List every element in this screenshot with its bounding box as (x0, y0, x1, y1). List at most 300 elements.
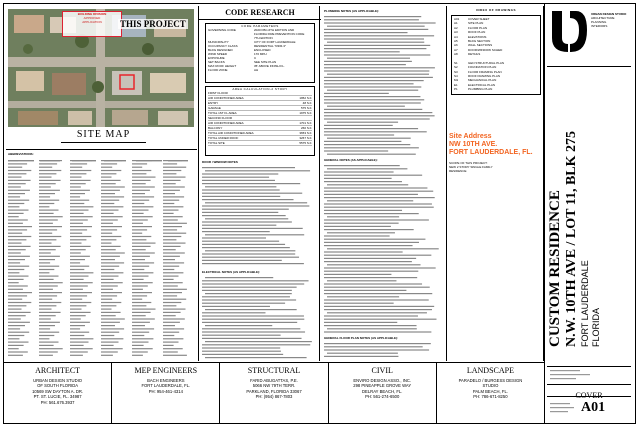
abbreviation-entry (101, 335, 114, 336)
abbreviation-entry (8, 342, 29, 343)
area-label: AIR CONDITIONED AREA (208, 121, 244, 125)
abbreviation-entry (163, 196, 184, 197)
abbreviation-entry (70, 348, 93, 349)
text-line (202, 287, 297, 288)
abbreviation-entry (163, 338, 183, 339)
abbreviation-entry (101, 216, 123, 217)
code-parameter-value: ENCLOSED (254, 48, 271, 52)
text-line (324, 64, 406, 65)
consultant-line: PT. ST. LUCIE, FL. 34987 (33, 394, 82, 400)
abbreviation-entry (8, 305, 26, 306)
area-label: SECOND FLOOR (208, 116, 233, 120)
abbreviation-entry (163, 170, 181, 171)
abbreviation-entry (132, 246, 151, 247)
consultant-line: OF SOUTH FLORIDA (37, 383, 79, 389)
text-line (202, 354, 283, 355)
abbreviation-entry (163, 243, 186, 244)
site-address-label: Site Address (449, 133, 492, 140)
abbreviation-entry (132, 332, 149, 333)
abbreviation-entry (132, 203, 144, 204)
project-address: N.W. 10TH AVE / LOT 11, BLK 275 (564, 130, 579, 347)
abbreviation-entry (101, 328, 124, 329)
abbreviation-entry (163, 262, 184, 263)
index-sheet-name: FOUNDATION PLAN (468, 65, 497, 70)
abbreviation-entry (132, 226, 152, 227)
abbreviation-entry (39, 342, 59, 343)
project-title-box (547, 66, 631, 366)
consultant-line: PH: 561.676.3937 (40, 399, 75, 405)
code-parameter-key: GOVERNING CODE (208, 28, 236, 32)
text-line (324, 128, 418, 129)
text-line (202, 177, 269, 178)
studio-logo (549, 8, 589, 58)
abbreviation-entry (39, 246, 61, 247)
abbreviation-entry (39, 338, 49, 339)
abbreviation-entry (8, 239, 26, 240)
text-line (324, 251, 403, 252)
abbreviation-entry (70, 177, 82, 178)
text-line (327, 264, 421, 265)
abbreviation-entry (163, 269, 174, 270)
abbreviation-entry (101, 309, 112, 310)
abbreviation-entry (39, 216, 63, 217)
general-notes-text (324, 164, 442, 334)
abbreviation-entry (163, 216, 183, 217)
abbreviation-entry (101, 282, 123, 283)
abbreviation-entry (70, 170, 91, 171)
abbreviation-entry (39, 351, 58, 352)
abbreviation-entry (8, 173, 26, 174)
abbreviation-entry (163, 256, 180, 257)
abbreviation-entry (132, 243, 156, 244)
abbreviation-entry (101, 285, 118, 286)
abbreviation-entry (70, 216, 93, 217)
abbreviation-entry (70, 239, 86, 240)
abbreviation-entry (70, 190, 90, 191)
area-value: 1952 S.F. (299, 96, 312, 100)
abbreviation-entry (70, 233, 82, 234)
abbreviation-entry (163, 299, 186, 300)
sheet-info-lines (550, 401, 578, 415)
abbreviation-entry (70, 200, 89, 201)
code-parameter-value: 35' ABOVE FINISH FL. (254, 64, 285, 68)
abbreviation-entry (39, 249, 56, 250)
abbreviation-entry (101, 315, 116, 316)
abbreviation-entry (39, 226, 62, 227)
abbreviation-entry (39, 186, 51, 187)
consultant-line: PALM BEACH, FL. (472, 388, 508, 394)
text-line (327, 106, 405, 107)
text-line (324, 213, 419, 214)
text-line (324, 356, 398, 357)
abbreviation-entry (101, 173, 116, 174)
text-line (324, 48, 426, 49)
area-label: FIRST FLOOR (208, 91, 228, 95)
abbreviation-entry (101, 226, 122, 227)
abbreviation-entry (8, 292, 32, 293)
electrical-notes-lines (202, 276, 317, 360)
index-sheet-number: A5 (454, 38, 458, 43)
text-line (202, 315, 304, 316)
title-underline (199, 19, 321, 20)
abbreviation-entry (101, 312, 121, 313)
text-line (324, 309, 432, 310)
index-sheet-name: COVER SHEET (468, 17, 490, 21)
area-calculation-box (205, 86, 315, 156)
text-line (205, 186, 276, 187)
abbreviation-entry (132, 295, 147, 296)
abbreviation-entry (163, 332, 179, 333)
abbreviation-entry (101, 210, 119, 211)
abbreviation-entry (132, 285, 148, 286)
site-map-panel (6, 6, 197, 148)
abbreviation-entry (163, 325, 175, 326)
code-parameter-key: SET BACKS (208, 60, 225, 64)
abbreviation-entry (132, 312, 151, 313)
abbreviation-entry (101, 206, 123, 207)
text-line (324, 125, 393, 126)
general-notes-lines (324, 164, 442, 334)
abbreviation-entry (163, 351, 178, 352)
abbreviation-entry (70, 328, 80, 329)
text-line (202, 347, 280, 348)
text-line (324, 77, 433, 78)
text-line (324, 239, 425, 240)
text-line (324, 299, 429, 300)
abbreviation-entry (70, 345, 84, 346)
abbreviation-entry (39, 233, 52, 234)
text-line (324, 171, 394, 172)
abbreviation-entry (101, 299, 112, 300)
abbreviation-entry (39, 279, 54, 280)
abbreviation-entry (39, 318, 51, 319)
abbreviation-entry (101, 177, 112, 178)
electrical-notes-text (202, 276, 317, 360)
text-line (202, 299, 296, 300)
area-value: 5575 S.F. (299, 141, 312, 145)
abbreviation-entry (132, 282, 153, 283)
abbreviation-entry (132, 318, 155, 319)
code-parameter-value: 7TH EDITION (254, 36, 273, 40)
abbreviation-entry (101, 203, 114, 204)
site-map-underline (61, 142, 146, 143)
abbreviation-entry (70, 338, 93, 339)
abbreviation-entry (70, 342, 89, 343)
text-line (202, 221, 292, 222)
abbreviation-entry (39, 348, 63, 349)
abbreviation-entry (132, 239, 146, 240)
abbreviation-entry (8, 279, 24, 280)
text-line (327, 312, 427, 313)
text-line (324, 134, 394, 135)
abbreviation-entry (39, 193, 55, 194)
abbreviation-entry (132, 223, 143, 224)
text-line (324, 346, 423, 347)
area-label: TOTAL AIR CONDITIONED AREA (208, 131, 254, 135)
abbreviation-entry (70, 315, 86, 316)
abbreviation-entry (70, 266, 89, 267)
index-sheet-name: BLDG SECTION (468, 38, 491, 43)
abbreviation-entry (132, 252, 155, 253)
abbreviation-entry (8, 226, 32, 227)
abbreviation-entry (70, 309, 82, 310)
consultant-line: ENVIRO DESIGN ASSO., INC. (353, 378, 412, 383)
index-sheet-name: DETAILS (468, 52, 481, 57)
abbreviation-entry (39, 239, 56, 240)
abbreviation-entry (39, 289, 53, 290)
abbreviation-entry (163, 177, 186, 178)
index-sheet-name: GEN STRUCTURAL PLAN (468, 60, 505, 65)
index-row[interactable] (454, 87, 538, 91)
sheet-number: A01 (581, 400, 606, 415)
abbreviation-entry (101, 183, 116, 184)
text-line (202, 215, 286, 216)
abbreviation-entry (39, 196, 50, 197)
scope-line: NEW 2 STORY SINGLE FAMILY (449, 165, 493, 169)
abbreviation-entry (39, 223, 53, 224)
index-title: INDEX OF DRAWINGS (475, 8, 516, 12)
abbreviation-entry (8, 206, 19, 207)
abbreviation-entry (132, 163, 147, 164)
text-line (202, 312, 265, 313)
text-line (202, 319, 304, 320)
abbreviations-list (8, 158, 194, 358)
abbreviation-entry (70, 213, 84, 214)
text-line (202, 280, 309, 281)
index-sheet-name: ROOF FRAMING PLAN (468, 74, 501, 79)
abbreviation-entry (101, 259, 115, 260)
scope-line: SCOPE OF THIS PROJECT: (449, 161, 488, 165)
consultant-line: PH: (954) 867-7803 (255, 394, 293, 400)
index-sheet-number: A7 (454, 47, 458, 52)
abbreviation-entry (70, 305, 86, 306)
abbreviation-entry (163, 318, 185, 319)
text-line (324, 223, 399, 224)
text-line (324, 261, 412, 262)
abbreviation-entry (39, 170, 61, 171)
abbreviation-entry (101, 355, 113, 356)
abbreviation-entry (163, 289, 187, 290)
text-line (324, 175, 422, 176)
area-label: ENTRY (208, 101, 219, 105)
abbreviation-entry (132, 229, 147, 230)
abbreviation-entry (70, 299, 82, 300)
abbreviation-entry (132, 236, 151, 237)
abbreviation-entry (101, 266, 119, 267)
abbreviation-entry (132, 322, 150, 323)
abbreviation-entry (163, 285, 178, 286)
plumbing-notes-text (324, 15, 442, 155)
text-line (324, 99, 424, 100)
text-line (324, 35, 434, 36)
abbreviation-entry (163, 163, 177, 164)
consultant-line: FORT LAUDERDALE, FL. (141, 383, 191, 389)
abbreviation-entry (132, 160, 152, 161)
abbreviation-entry (163, 213, 174, 214)
abbreviation-entry (70, 246, 91, 247)
text-line (327, 184, 408, 185)
abbreviation-entry (163, 219, 178, 220)
abbreviation-entry (101, 243, 112, 244)
text-line (202, 335, 281, 336)
abbreviation-entry (8, 309, 22, 310)
floor-plan-notes-lines (324, 342, 442, 360)
abbreviation-entry (101, 219, 118, 220)
abbreviation-entry (132, 302, 151, 303)
abbreviation-entry (39, 266, 59, 267)
abbreviation-entry (101, 345, 114, 346)
abbreviation-entry (132, 219, 148, 220)
abbreviation-entry (8, 163, 27, 164)
consultant-role: LANDSCAPE (466, 366, 514, 375)
abbreviation-entry (163, 342, 179, 343)
area-value: 1701 S.F. (299, 121, 312, 125)
abbreviation-entry (132, 167, 142, 168)
text-line (202, 263, 304, 264)
abbreviation-entry (70, 355, 83, 356)
abbreviation-entry (39, 309, 52, 310)
abbreviation-entry (70, 206, 93, 207)
area-value: 575 S.F. (300, 106, 312, 110)
abbreviation-entry (101, 332, 119, 333)
index-sheet-name: ELEVATIONS (468, 34, 487, 39)
text-line (327, 122, 398, 123)
abbreviation-entry (163, 203, 174, 204)
notes-panel (321, 6, 445, 361)
code-parameter-key: MAX ROOF HEIGHT (208, 64, 237, 68)
abbreviation-entry (8, 170, 31, 171)
area-value: 260 S.F. (300, 126, 312, 130)
abbreviation-entry (39, 295, 57, 296)
abbreviation-entry (70, 325, 85, 326)
consultant-line: PH: 954-461-4314 (148, 388, 183, 394)
consultant-role: ARCHITECT (35, 366, 81, 375)
code-parameter-key: WIND SPEED (208, 52, 228, 56)
abbreviation-entry (163, 236, 181, 237)
abbreviation-entry (132, 266, 149, 267)
abbreviation-entry (8, 180, 31, 181)
abbreviation-entry (101, 186, 125, 187)
abbreviation-entry (70, 295, 87, 296)
abbreviation-entry (8, 177, 22, 178)
consultant-block (219, 362, 327, 423)
abbreviation-entry (101, 342, 119, 343)
text-line (324, 144, 410, 145)
consultants-row (4, 362, 544, 423)
consultant-line: STUDIO (482, 383, 499, 389)
abbreviation-entry (132, 196, 154, 197)
abbreviation-entry (132, 325, 145, 326)
title-block-divider (544, 4, 545, 423)
abbreviation-entry (70, 226, 92, 227)
abbreviation-entry (70, 229, 87, 230)
code-parameter-value: CITY OF FORT LAUDERDALE (254, 40, 296, 44)
abbreviation-entry (70, 332, 89, 333)
text-line (202, 199, 294, 200)
abbreviation-entry (8, 351, 28, 352)
text-line (324, 150, 388, 151)
abbreviation-entry (132, 305, 146, 306)
consultants-list (4, 362, 544, 423)
text-line (202, 205, 309, 206)
code-research-panel (198, 6, 320, 361)
text-line (324, 96, 420, 97)
abbreviation-entry (101, 256, 120, 257)
abbreviation-entry (132, 292, 152, 293)
abbreviation-entry (39, 210, 59, 211)
abbreviation-entry (163, 180, 181, 181)
abbreviation-entry (101, 351, 118, 352)
code-parameters-title: CODE PARAMETERS (241, 24, 279, 28)
abbreviation-entry (101, 249, 116, 250)
index-sheet-number: S3 (454, 69, 458, 74)
abbreviation-entry (101, 348, 123, 349)
abbreviation-entry (39, 269, 54, 270)
project-state: FLORIDA (591, 307, 601, 347)
text-line (324, 131, 427, 132)
abbreviation-entry (39, 262, 50, 263)
text-line (202, 247, 290, 248)
abbreviation-entry (39, 272, 49, 273)
stamp-title: BUILDING DIVISION (77, 12, 107, 16)
text-line (324, 290, 406, 291)
sheet-number-box (547, 396, 631, 419)
abbreviation-entry (8, 193, 25, 194)
abbreviation-entry (70, 210, 89, 211)
code-parameter-row (208, 68, 312, 72)
text-line (324, 178, 392, 179)
text-line (324, 80, 424, 81)
text-line (324, 187, 427, 188)
abbreviation-entry (8, 328, 20, 329)
abbreviation-entry (163, 335, 174, 336)
text-line (324, 242, 419, 243)
consultant-block (436, 362, 544, 423)
project-city: FORT LAUDERDALE (580, 260, 590, 347)
abbreviation-entry (101, 196, 124, 197)
abbreviation-entry (8, 216, 19, 217)
electrical-notes-title: ELECTRICAL NOTES (AS APPLICABLE): (202, 270, 261, 274)
abbreviation-entry (70, 276, 89, 277)
this-project-label: THIS PROJECT (120, 19, 186, 29)
abbreviation-entry (39, 183, 56, 184)
door-window-notes-title: DOOR / WINDOW NOTES (202, 160, 238, 164)
text-line (205, 218, 288, 219)
text-line (324, 22, 436, 23)
abbreviation-entry (8, 167, 22, 168)
abbreviation-entry (101, 239, 116, 240)
abbreviation-entry (163, 252, 185, 253)
abbreviation-entry (132, 200, 149, 201)
abbreviation-entry (8, 312, 31, 313)
abbreviation-entry (163, 302, 181, 303)
abbreviation-entry (101, 213, 114, 214)
abbreviation-entry (39, 167, 52, 168)
consultant-line: 10569 SW DAYTON A. DR. (32, 388, 84, 394)
text-line (202, 344, 310, 345)
index-sheet-name: FLOOR FRAMING PLAN (468, 69, 502, 74)
text-line (324, 255, 431, 256)
text-line (202, 244, 285, 245)
text-line (324, 147, 419, 148)
index-sheet-number: E1 (454, 82, 458, 87)
abbreviation-entry (70, 196, 80, 197)
abbreviation-entry (101, 170, 121, 171)
abbreviation-entry (132, 289, 143, 290)
text-line (324, 51, 400, 52)
abbreviation-entry (70, 318, 81, 319)
area-calculation-list (206, 91, 314, 146)
